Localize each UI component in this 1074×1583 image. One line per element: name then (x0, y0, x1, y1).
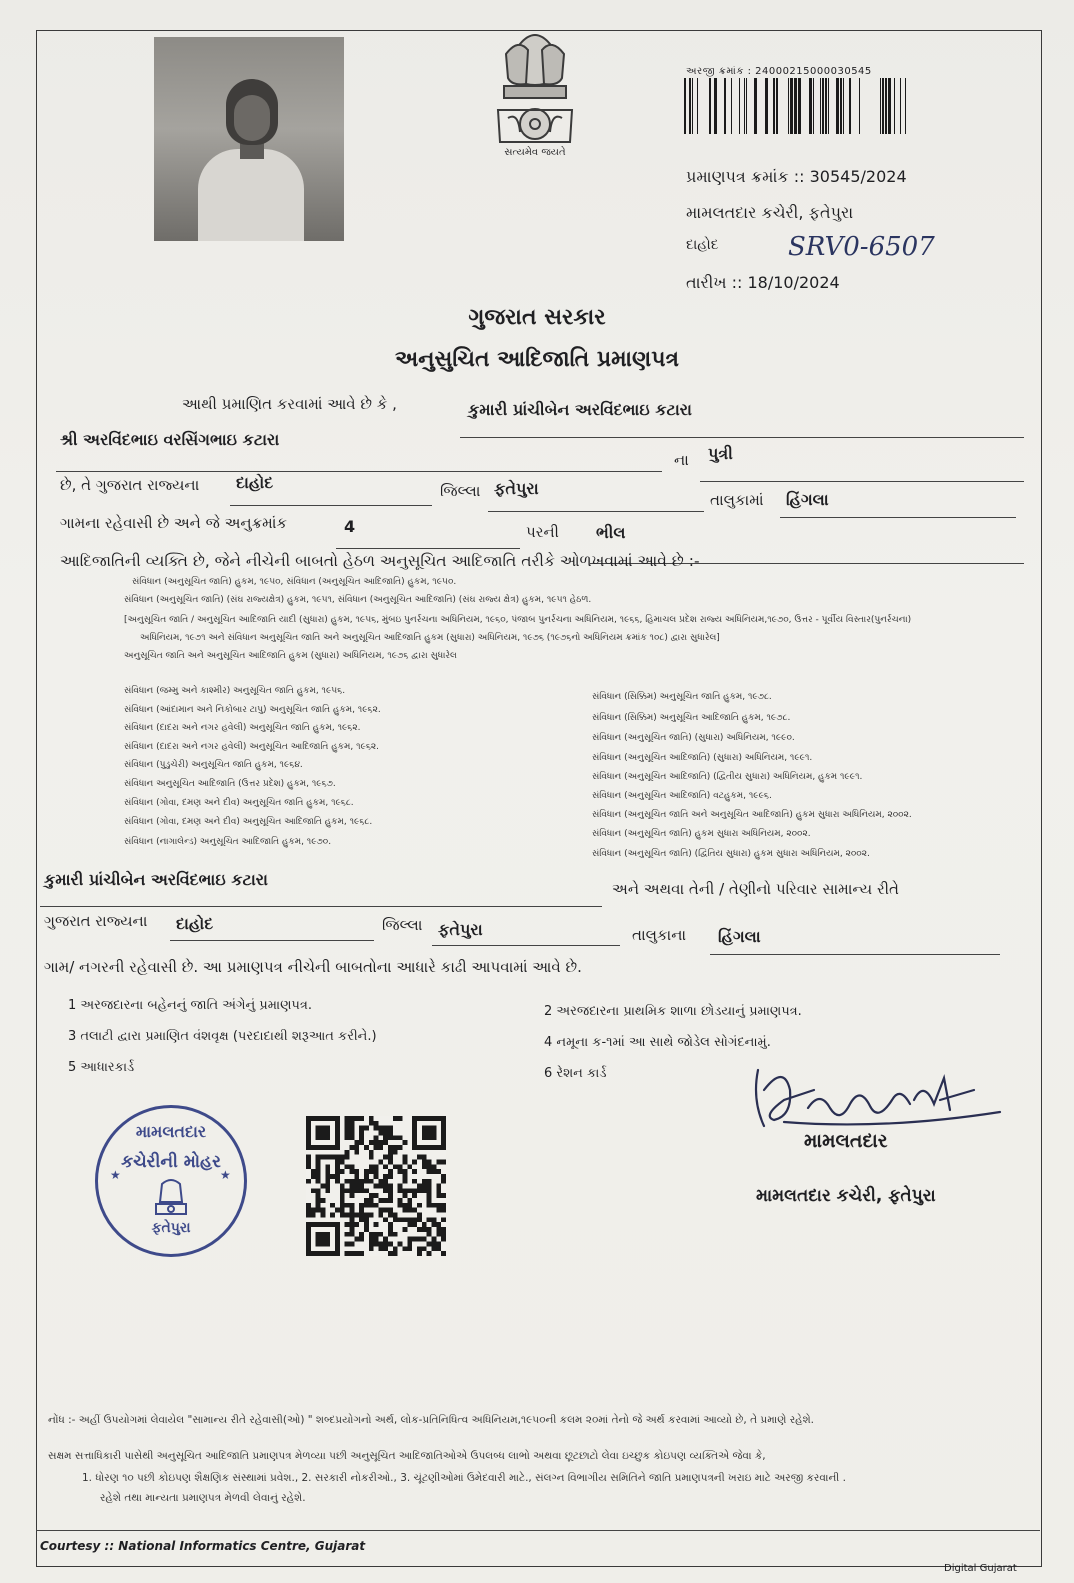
applicant-photo (154, 37, 344, 241)
footer-divider (36, 1530, 1040, 1531)
certificate-number: પ્રમાણપત્ર ક્રમાંક :: 30545/2024 (686, 167, 907, 186)
state-text: છે, તે ગુજરાત રાજ્યના (60, 476, 200, 494)
stamp-top-text: મામલતદાર (135, 1122, 207, 1141)
order-line: સંવિધાન (અનુસૂચિત જાતિ) (સંઘ રાજ્યક્ષેત્ર) હુકમ, ૧૯૫૧, સંવિધાન (અનુસૂચિત આદિજાતિ) (સંઘ રાજ્ય ક્ષેત્ર) હુકમ, ૧૯૫૧ હેઠળ. (124, 595, 592, 605)
order-line: અનુસૂચિત જાતિ અને અનુસૂચિત આદિજાતિ હુકમ (સુધારા) અધિનિયમ, ૧૯૭૬ દ્વારા સુધારેલ (124, 651, 457, 661)
order-right: સંવિધાન (સિક્કિમ) અનુસૂચિત આદિજાતિ હુકમ, ૧૯૭૮. (592, 713, 791, 723)
document-item: 5 આધારકાર્ડ (68, 1060, 135, 1075)
order-right: સંવિધાન (અનુસૂચિત આદિજાતિ) (સુધારા) અધિનિયમ, ૧૯૯૧. (592, 753, 813, 763)
residence-state-text: ગુજરાત રાજ્યના (44, 912, 148, 930)
document-item: 2 અરજદારના પ્રાથમિક શાળા છોડયાનું પ્રમાણપત્ર. (544, 1004, 802, 1019)
order-left: સંવિધાન (ગોવા, દમણ અને દીવ) અનુસૂચિત આદિજાતિ હુકમ, ૧૯૬૮. (124, 817, 373, 827)
handwritten-reference: SRV0-6507 (788, 232, 935, 262)
certificate-title: અનુસુચિત આદિજાતિ પ્રમાણપત્ર (394, 347, 680, 372)
stamp-bottom-text: ફતેપુરા (151, 1220, 191, 1236)
residence-district: દાહોદ (176, 914, 214, 933)
government-title: ગુજરાત સરકાર (468, 305, 606, 330)
order-right: સંવિધાન (અનુસૂચિત જાતિ અને અનુસૂચિત આદિજાતિ) હુકમ સુધારા અધિનિયમ, ૨૦૦૨. (592, 810, 912, 820)
note-line: સક્ષમ સત્તાધિકારી પાસેથી અનુસૂચિત આદિજાતિ પ્રમાણપત્ર મેળવ્યા પછી અનુસૂચિત આદિજાતિઓએ ઉપલબ્ધ લાભો અથવા છૂટછાટો લેવા ઇચ્છુક કોઇપણ વ્યક્તિએ જેવા કે, (48, 1450, 766, 1462)
underline (488, 511, 704, 512)
residence-taluka-text: તાલુકાના (632, 926, 687, 944)
basis-text: ગામ/ નગરની રહેવાસી છે. આ પ્રમાણપત્ર નીચેની બાબતોના આધારે કાઢી આપવામાં આવે છે. (44, 958, 582, 976)
document-item: 4 નમૂના ક-૧માં આ સાથે જોડેલ સોગંદનામું. (544, 1035, 771, 1050)
application-number: અરજી ક્રમાંક : 24000215000030545 (686, 66, 872, 77)
jilla-text: જિલ્લા (440, 482, 481, 500)
order-left: સંવિધાન (ગોવા, દમણ અને દીવ) અનુસૂચિત જાતિ હુકમ, ૧૯૬૮. (124, 798, 354, 808)
residence-jilla-text: જિલ્લા (382, 916, 423, 934)
barcode (684, 78, 906, 134)
underline (710, 954, 1000, 955)
village-text: ગામના રહેવાસી છે અને જે અનુક્રમાંક (60, 514, 288, 532)
note-line: નોંધ :- અહીં ઉપયોગમાં લેવાયેલ "સામાન્ય રીતે રહેવાસી(ઓ) " શબ્દપ્રયોગનો અર્થ, લોક-પ્રતિનિધિત્વ અધિનિયમ,૧૯૫૦ની કલમ ૨૦માં તેનો જે અર્થ કરવામાં આવ્યો છે, તે પ્રમાણે રહેશે. (48, 1414, 815, 1426)
taluka-text: તાલુકામાં (710, 491, 764, 509)
order-right: સંવિધાન (અનુસૂચિત આદિજાતિ) (દ્વિતીય સુધારા) અધિનિયમ, હુકમ ૧૯૯૧. (592, 772, 863, 782)
stamp-middle-text: કચેરીની મોહર (121, 1152, 221, 1172)
order-left: સંવિધાન (આંદામાન અને નિકોબાર ટાપુ) અનુસૂચિત જાતિ હુકમ, ૧૯૬૨. (124, 705, 381, 715)
na-text: ના (674, 451, 689, 469)
underline (460, 437, 1024, 438)
taluka-value: હિંગલા (786, 490, 829, 509)
residence-jilla-value: ફતેપુરા (438, 920, 483, 939)
star-icon: ★ (220, 1168, 231, 1182)
order-line: અધિનિયમ, ૧૯૭૧ અને સંવિધાન અનુસૂચિત જાતિ અને અનુસૂચિત આદિજાતિ હુકમ (સુધારા) અધિનિયમ, ૧૯૭૬ (૧૯૭૬નો અધિનિયમ ક્રમાંક ૧૦૮) દ્વારા સુધારેલ] (140, 633, 720, 643)
note-line: 1. ધોરણ ૧૦ પછી કોઇપણ શૈક્ષણિક સંસ્થામાં પ્રવેશ., 2. સરકારી નોકરીઓ., 3. ચૂંટણીઓમાં ઉમેદવારી માટે., સંલગ્ન વિભાગીય સમિતિને જાતિ પ્રમાણપત્રની ખરાઇ માટે અરજી કરવાની . (82, 1472, 846, 1484)
serial-number: 4 (344, 517, 356, 536)
order-left: સંવિધાન અનુસૂચિત આદિજાતિ (ઉત્તર પ્રદેશ) હુકમ, ૧૯૬૭. (124, 779, 336, 789)
underline (432, 945, 620, 946)
order-left: સંવિધાન (દાદરા અને નગર હવેલી) અનુસૂચિત આદિજાતિ હુકમ, ૧૯૬૨. (124, 742, 380, 752)
jilla-value: ફતેપુરા (494, 479, 539, 498)
relation-value: પુત્રી (708, 444, 733, 463)
underline (336, 548, 520, 549)
district-value: દાહોદ (236, 473, 274, 492)
order-right: સંવિધાન (અનુસૂચિત જાતિ) (દ્વિતિય સુધારા) હુકમ સુધારા અધિનિયમ, ૨૦૦૨. (592, 849, 870, 859)
order-left: સંવિધાન (નાગાલેન્ડ) અનુસૂચિત આદિજાતિ હુકમ, ૧૯૭૦. (124, 837, 332, 847)
residence-taluka-value: હિંગલા (718, 927, 761, 946)
signatory-title: મામલતદાર (804, 1130, 888, 1152)
tribe-value: ભીલ (596, 523, 626, 542)
order-left: સંવિધાન (જમ્મુ અને કાશ્મીર) અનુસૂચિત જાતિ હુકમ, ૧૯૫૬. (124, 686, 346, 696)
underline (40, 906, 602, 907)
document-item: 6 રેશન કાર્ડ (544, 1066, 607, 1081)
digital-gujarat-text: Digital Gujarat (944, 1563, 1017, 1574)
office-stamp (95, 1105, 247, 1257)
order-left: સંવિધાન (પુડુચેરી) અનુસૂચિત જાતિ હુકમ, ૧૯૬૪. (124, 760, 303, 770)
order-right: સંવિધાન (સિક્કિમ) અનુસૂચિત જાતિ હુકમ, ૧૯૭૮. (592, 692, 772, 702)
order-right: સંવિધાન (અનુસૂચિત જાતિ) (સુધારા) અધિનિયમ, ૧૯૯૦. (592, 733, 795, 743)
underline (700, 481, 1024, 482)
underline (230, 505, 432, 506)
signatory-office: મામલતદાર કચેરી, ફતેપુરા (756, 1186, 936, 1206)
order-left: સંવિધાન (દાદરા અને નગર હવેલી) અનુસૂચિત જાતિ હુકમ, ૧૯૬૨. (124, 723, 361, 733)
header-district: દાહોદ (686, 237, 719, 253)
courtesy-text: Courtesy :: National Informatics Centre, Gujarat (40, 1539, 366, 1553)
document-item: 1 અરજદારના બહેનનું જાતિ અંગેનું પ્રમાણપત્ર. (68, 998, 312, 1013)
residence-name: કુમારી પ્રાંચીબેન અરવિંદભાઇ કટારા (44, 870, 268, 889)
father-name: શ્રી અરવિંદભાઇ વરસિંગભાઇ કટારા (60, 430, 280, 449)
family-text: અને અથવા તેની / તેણીનો પરિવાર સામાન્ય રીતે (612, 880, 899, 898)
certify-text: આથી પ્રમાણિત કરવામાં આવે છે કે , (182, 395, 397, 413)
underline (780, 517, 1016, 518)
order-right: સંવિધાન (અનુસૂચિત જાતિ) હુકમ સુધારા અધિનિયમ, ૨૦૦૨. (592, 829, 811, 839)
stamp-emblem-icon (150, 1178, 192, 1218)
applicant-name: કુમારી પ્રાંચીબેન અરવિંદભાઇ કટારા (468, 400, 692, 419)
document-item: 3 તલાટી દ્વારા પ્રમાણિત વંશવૃક્ષ (પરદાદાથી શરૂઆત કરીને.) (68, 1029, 377, 1044)
underline (56, 471, 662, 472)
order-line: [અનુસૂચિત જાતિ / અનુસૂચિત આદિજાતિ યાદી (સુધારા) હુકમ, ૧૯૫૬, મુંબઇ પુનર્રચના અધિનિયમ, ૧૯૬૦, પંજાબ પુનર્રચના અધિનિયમ, ૧૯૬૬, હિમાચલ પ્રદેશ રાજ્ય અધિનિયમ,૧૯૭૦, ઉત્તર - પૂર્વીય વિસ્તાર(પુનર્રચના) (124, 615, 912, 625)
underline (170, 940, 374, 941)
order-line: સંવિધાન (અનુસૂચિત જાતિ) હુકમ, ૧૯૫૦, સંવિધાન (અનુસૂચિત આદિજાતિ) હુકમ, ૧૯૫૦. (132, 577, 457, 587)
par-text: પરની (526, 523, 559, 541)
emblem-motto: સત્યમેવ જયતે (504, 147, 566, 158)
order-right: સંવિધાન (અનુસૂચિત આદિજાતિ) વટહુકમ, ૧૯૯૬. (592, 791, 772, 801)
note-line: રહેશે તથા માન્યતા પ્રમાણપત્ર મેળવી લેવાનું રહેશે. (100, 1492, 306, 1504)
issue-date: તારીખ :: 18/10/2024 (686, 273, 840, 292)
handwritten-signature (744, 1060, 1004, 1140)
issuing-office: મામલતદાર કચેરી, ફતેપુરા (686, 203, 854, 222)
qr-code (306, 1116, 446, 1256)
recognition-text: આદિજાતિની વ્યક્તિ છે, જેને નીચેની બાબતો હેઠળ અનુસૂચિત આદિજાતિ તરીકે ઓળખવામાં આવે છે :- (60, 552, 700, 570)
star-icon: ★ (110, 1168, 121, 1182)
national-emblem-icon (490, 24, 580, 164)
